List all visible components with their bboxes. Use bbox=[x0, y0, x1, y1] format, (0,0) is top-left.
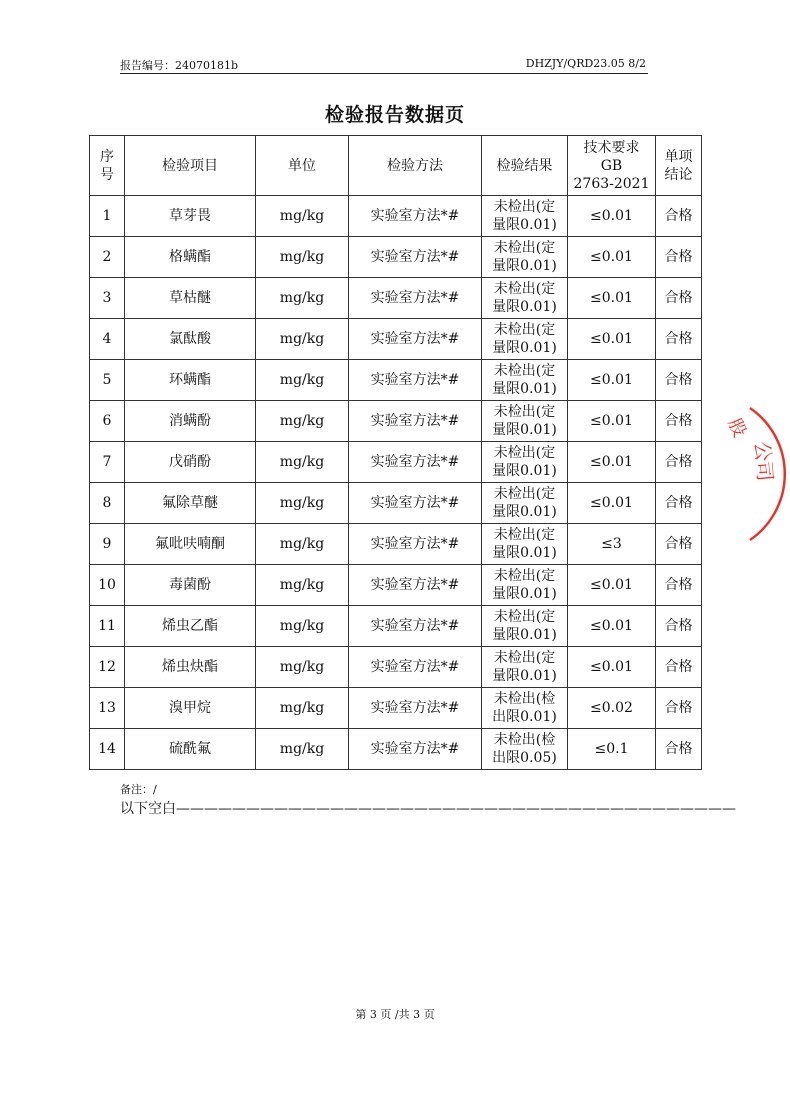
result-line-1: 未检出(检 bbox=[493, 691, 556, 707]
result-line-2: 量限0.01) bbox=[492, 217, 557, 233]
cell-seq: 4 bbox=[90, 319, 125, 360]
cell-requirement: ≤0.01 bbox=[568, 401, 656, 442]
cell-requirement: ≤0.01 bbox=[568, 237, 656, 278]
result-line-2: 量限0.01) bbox=[492, 504, 557, 520]
header-method: 检验方法 bbox=[349, 136, 482, 196]
cell-conclusion: 合格 bbox=[656, 319, 702, 360]
cell-unit: mg/kg bbox=[256, 319, 349, 360]
cell-method: 实验室方法*# bbox=[349, 237, 482, 278]
cell-result bbox=[482, 688, 568, 729]
result-line-2: 量限0.01) bbox=[492, 422, 557, 438]
cell-conclusion: 合格 bbox=[656, 237, 702, 278]
cell-method: 实验室方法*# bbox=[349, 360, 482, 401]
cell-seq: 13 bbox=[90, 688, 125, 729]
cell-unit: mg/kg bbox=[256, 401, 349, 442]
table-row bbox=[90, 729, 702, 770]
cell-method: 实验室方法*# bbox=[349, 647, 482, 688]
cell-item: 环螨酯 bbox=[125, 360, 256, 401]
cell-conclusion: 合格 bbox=[656, 360, 702, 401]
cell-method: 实验室方法*# bbox=[349, 729, 482, 770]
cell-result bbox=[482, 606, 568, 647]
header-item: 检验项目 bbox=[125, 136, 256, 196]
result-line-2: 量限0.01) bbox=[492, 258, 557, 274]
page-title: 检验报告数据页 bbox=[324, 104, 465, 126]
seal-text: 公司 bbox=[750, 440, 778, 483]
result-line-1: 未检出(定 bbox=[493, 199, 556, 215]
cell-item: 格螨酯 bbox=[125, 237, 256, 278]
cell-seq: 12 bbox=[90, 647, 125, 688]
cell-unit: mg/kg bbox=[256, 606, 349, 647]
cell-item: 氟除草醚 bbox=[125, 483, 256, 524]
document-code: DHZJY/QRD23.05 8/2 bbox=[525, 57, 646, 70]
cell-requirement: ≤0.01 bbox=[568, 319, 656, 360]
result-line-1: 未检出(定 bbox=[493, 240, 556, 256]
header-result: 检验结果 bbox=[482, 136, 568, 196]
company-seal-stamp bbox=[700, 380, 790, 570]
table-header-row bbox=[90, 136, 702, 196]
cell-requirement: ≤3 bbox=[568, 524, 656, 565]
cell-method: 实验室方法*# bbox=[349, 278, 482, 319]
cell-requirement: ≤0.01 bbox=[568, 606, 656, 647]
cell-method: 实验室方法*# bbox=[349, 606, 482, 647]
table-row bbox=[90, 483, 702, 524]
cell-seq: 10 bbox=[90, 565, 125, 606]
cell-conclusion: 合格 bbox=[656, 729, 702, 770]
table-row bbox=[90, 401, 702, 442]
cell-method: 实验室方法*# bbox=[349, 688, 482, 729]
cell-seq: 1 bbox=[90, 196, 125, 237]
cell-seq: 9 bbox=[90, 524, 125, 565]
result-line-2: 量限0.01) bbox=[492, 381, 557, 397]
cell-unit: mg/kg bbox=[256, 524, 349, 565]
cell-item: 氯酞酸 bbox=[125, 319, 256, 360]
cell-conclusion: 合格 bbox=[656, 647, 702, 688]
result-line-2: 量限0.01) bbox=[492, 545, 557, 561]
cell-seq: 8 bbox=[90, 483, 125, 524]
result-line-2: 量限0.01) bbox=[492, 299, 557, 315]
result-line-1: 未检出(定 bbox=[493, 568, 556, 584]
cell-conclusion: 合格 bbox=[656, 401, 702, 442]
header-requirement: 技术要求 GB 2763-2021 bbox=[568, 136, 656, 196]
header-seq: 序 号 bbox=[90, 136, 125, 196]
cell-seq: 11 bbox=[90, 606, 125, 647]
cell-requirement: ≤0.01 bbox=[568, 442, 656, 483]
result-line-1: 未检出(定 bbox=[493, 609, 556, 625]
cell-requirement: ≤0.01 bbox=[568, 483, 656, 524]
cell-result bbox=[482, 565, 568, 606]
result-line-1: 未检出(定 bbox=[493, 445, 556, 461]
result-line-1: 未检出(定 bbox=[493, 281, 556, 297]
blank-below-line: 以下空白———————————————————————————————————————— bbox=[120, 801, 736, 817]
cell-seq: 3 bbox=[90, 278, 125, 319]
cell-item: 戊硝酚 bbox=[125, 442, 256, 483]
cell-conclusion: 合格 bbox=[656, 606, 702, 647]
cell-item: 溴甲烷 bbox=[125, 688, 256, 729]
cell-item: 硫酰氟 bbox=[125, 729, 256, 770]
cell-item: 烯虫乙酯 bbox=[125, 606, 256, 647]
table-row bbox=[90, 237, 702, 278]
cell-unit: mg/kg bbox=[256, 483, 349, 524]
cell-unit: mg/kg bbox=[256, 442, 349, 483]
cell-unit: mg/kg bbox=[256, 647, 349, 688]
cell-result bbox=[482, 196, 568, 237]
cell-requirement: ≤0.01 bbox=[568, 565, 656, 606]
cell-result bbox=[482, 729, 568, 770]
cell-result bbox=[482, 319, 568, 360]
table-row bbox=[90, 524, 702, 565]
table-row bbox=[90, 196, 702, 237]
result-line-2: 量限0.01) bbox=[492, 463, 557, 479]
cell-unit: mg/kg bbox=[256, 565, 349, 606]
cell-item: 消螨酚 bbox=[125, 401, 256, 442]
result-line-1: 未检出(定 bbox=[493, 404, 556, 420]
cell-method: 实验室方法*# bbox=[349, 483, 482, 524]
cell-unit: mg/kg bbox=[256, 360, 349, 401]
header-conclusion: 单项 结论 bbox=[656, 136, 702, 196]
inspection-table bbox=[89, 135, 702, 770]
page-header bbox=[120, 55, 648, 74]
table-row bbox=[90, 606, 702, 647]
cell-method: 实验室方法*# bbox=[349, 565, 482, 606]
cell-unit: mg/kg bbox=[256, 196, 349, 237]
result-line-2: 量限0.01) bbox=[492, 586, 557, 602]
result-line-1: 未检出(检 bbox=[493, 732, 556, 748]
header-unit: 单位 bbox=[256, 136, 349, 196]
result-line-2: 出限0.01) bbox=[492, 709, 557, 725]
table-row bbox=[90, 647, 702, 688]
result-line-2: 出限0.05) bbox=[492, 750, 557, 766]
cell-method: 实验室方法*# bbox=[349, 319, 482, 360]
cell-method: 实验室方法*# bbox=[349, 196, 482, 237]
cell-conclusion: 合格 bbox=[656, 196, 702, 237]
result-line-2: 量限0.01) bbox=[492, 668, 557, 684]
cell-method: 实验室方法*# bbox=[349, 401, 482, 442]
cell-item: 烯虫炔酯 bbox=[125, 647, 256, 688]
cell-requirement: ≤0.02 bbox=[568, 688, 656, 729]
cell-seq: 6 bbox=[90, 401, 125, 442]
result-line-1: 未检出(定 bbox=[493, 486, 556, 502]
cell-requirement: ≤0.01 bbox=[568, 647, 656, 688]
cell-seq: 7 bbox=[90, 442, 125, 483]
table-row bbox=[90, 319, 702, 360]
report-number: 报告编号：24070181b bbox=[120, 59, 239, 72]
table-row bbox=[90, 360, 702, 401]
remarks: 备注：/ bbox=[120, 783, 157, 796]
cell-unit: mg/kg bbox=[256, 278, 349, 319]
cell-item: 草芽畏 bbox=[125, 196, 256, 237]
cell-result bbox=[482, 442, 568, 483]
table-row bbox=[90, 565, 702, 606]
result-line-1: 未检出(定 bbox=[493, 650, 556, 666]
cell-result bbox=[482, 524, 568, 565]
cell-method: 实验室方法*# bbox=[349, 442, 482, 483]
result-line-2: 量限0.01) bbox=[492, 627, 557, 643]
cell-requirement: ≤0.01 bbox=[568, 196, 656, 237]
cell-result bbox=[482, 278, 568, 319]
cell-result bbox=[482, 237, 568, 278]
cell-conclusion: 合格 bbox=[656, 565, 702, 606]
cell-conclusion: 合格 bbox=[656, 524, 702, 565]
cell-conclusion: 合格 bbox=[656, 688, 702, 729]
table-body bbox=[90, 196, 702, 770]
cell-conclusion: 合格 bbox=[656, 483, 702, 524]
cell-item: 草枯醚 bbox=[125, 278, 256, 319]
cell-unit: mg/kg bbox=[256, 729, 349, 770]
cell-requirement: ≤0.1 bbox=[568, 729, 656, 770]
cell-seq: 5 bbox=[90, 360, 125, 401]
cell-unit: mg/kg bbox=[256, 688, 349, 729]
cell-method: 实验室方法*# bbox=[349, 524, 482, 565]
result-line-1: 未检出(定 bbox=[493, 527, 556, 543]
page-number: 第 3 页 /共 3 页 bbox=[355, 1008, 435, 1021]
seal-partial-char: 股 bbox=[723, 415, 751, 441]
cell-result bbox=[482, 483, 568, 524]
cell-result bbox=[482, 647, 568, 688]
result-line-1: 未检出(定 bbox=[493, 363, 556, 379]
cell-seq: 14 bbox=[90, 729, 125, 770]
table-row bbox=[90, 278, 702, 319]
cell-seq: 2 bbox=[90, 237, 125, 278]
result-line-1: 未检出(定 bbox=[493, 322, 556, 338]
cell-item: 毒菌酚 bbox=[125, 565, 256, 606]
cell-requirement: ≤0.01 bbox=[568, 278, 656, 319]
cell-unit: mg/kg bbox=[256, 237, 349, 278]
cell-requirement: ≤0.01 bbox=[568, 360, 656, 401]
table-row bbox=[90, 442, 702, 483]
cell-item: 氟吡呋喃酮 bbox=[125, 524, 256, 565]
cell-conclusion: 合格 bbox=[656, 278, 702, 319]
cell-result bbox=[482, 401, 568, 442]
cell-conclusion: 合格 bbox=[656, 442, 702, 483]
result-line-2: 量限0.01) bbox=[492, 340, 557, 356]
table-row bbox=[90, 688, 702, 729]
cell-result bbox=[482, 360, 568, 401]
